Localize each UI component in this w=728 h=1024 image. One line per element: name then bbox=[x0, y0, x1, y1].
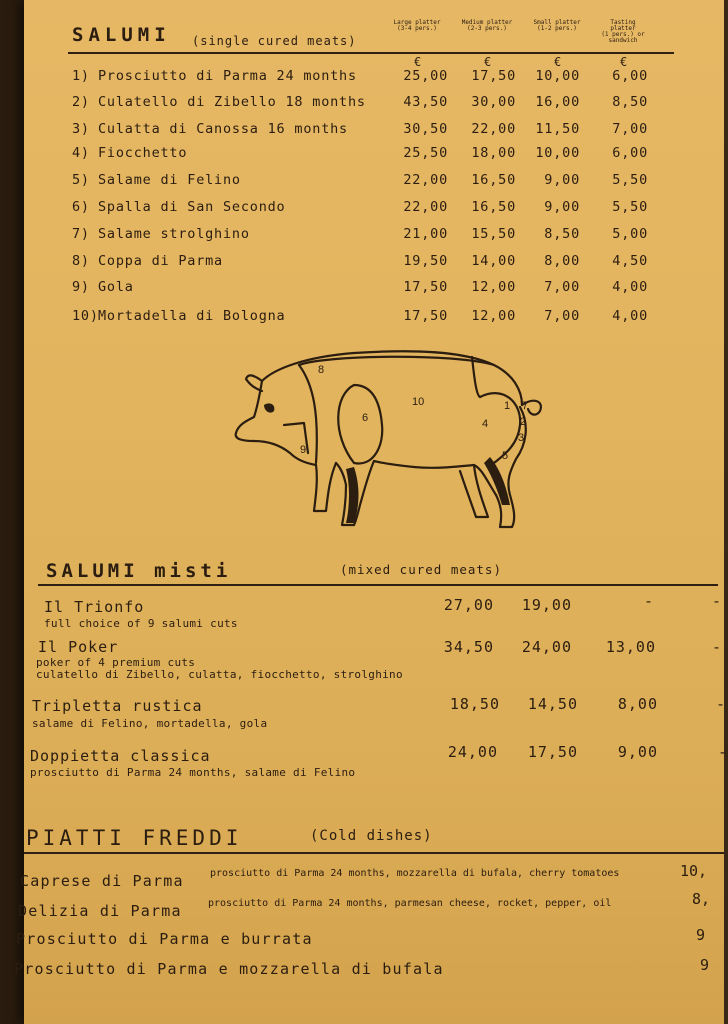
col-tasting-label: Tasting platter bbox=[610, 19, 636, 32]
salumi-title: SALUMI bbox=[72, 24, 171, 46]
freddi-item-name: Delizia di Parma bbox=[18, 902, 182, 920]
item-number: 6) bbox=[72, 199, 90, 215]
misti-price-tasting: - bbox=[715, 695, 726, 713]
price-medium: 15,50 bbox=[471, 226, 516, 242]
price-medium: 16,50 bbox=[471, 199, 516, 215]
misti-item-name: Tripletta rustica bbox=[32, 697, 203, 715]
item-name: Salame strolghino bbox=[98, 226, 250, 242]
col-tasting-persons: (1 pers.) or sandwich bbox=[601, 31, 645, 44]
freddi-item-name: Prosciutto di Parma e burrata bbox=[16, 930, 313, 948]
item-number: 5) bbox=[72, 172, 90, 188]
item-name: Gola bbox=[98, 279, 134, 295]
price-large: 19,50 bbox=[403, 253, 448, 269]
col-header-large bbox=[390, 20, 444, 32]
col-small-persons: (1-2 pers.) bbox=[537, 25, 577, 32]
price-tasting: 5,50 bbox=[612, 172, 648, 188]
col-header-tasting bbox=[596, 20, 650, 44]
price-small: 9,00 bbox=[544, 172, 580, 188]
price-small: 16,00 bbox=[535, 94, 580, 110]
item-number: 3) bbox=[72, 121, 90, 137]
price-medium: 14,00 bbox=[471, 253, 516, 269]
price-large: 25,00 bbox=[403, 68, 448, 84]
cut-label-8: 8 bbox=[318, 364, 325, 376]
misti-subtitle: (mixed cured meats) bbox=[340, 562, 502, 577]
misti-price-medium: 14,50 bbox=[527, 695, 578, 713]
price-medium: 12,00 bbox=[471, 279, 516, 295]
misti-item-desc: prosciutto di Parma 24 months, salame di Felino bbox=[30, 766, 356, 779]
cut-label-1: 1 bbox=[504, 400, 511, 412]
cut-line-shoulder bbox=[338, 385, 382, 463]
col-small-label: Small platter bbox=[533, 19, 581, 26]
freddi-item-price: 8, bbox=[692, 890, 711, 908]
price-medium: 12,00 bbox=[471, 308, 516, 324]
item-name: Culatello di Zibello 18 months bbox=[98, 94, 366, 110]
price-large: 21,00 bbox=[403, 226, 448, 242]
price-tasting: 8,50 bbox=[612, 94, 648, 110]
misti-price-tasting: - bbox=[717, 743, 728, 761]
freddi-item-name: Prosciutto di Parma e mozzarella di bufala bbox=[14, 960, 444, 978]
cut-line-back bbox=[299, 357, 494, 365]
misti-item-desc: poker of 4 premium cuts bbox=[36, 656, 196, 669]
cut-label-7: 7 bbox=[522, 400, 529, 412]
price-large: 22,00 bbox=[403, 172, 448, 188]
misti-item-name: Doppietta classica bbox=[30, 747, 211, 765]
salumi-row bbox=[72, 121, 712, 147]
price-small: 8,00 bbox=[544, 253, 580, 269]
euro-sign-small: € bbox=[554, 55, 562, 69]
price-small: 10,00 bbox=[535, 145, 580, 161]
misti-price-medium: 17,50 bbox=[527, 743, 578, 761]
pig-inner-front-leg bbox=[314, 463, 336, 511]
col-medium-persons: (2-3 pers.) bbox=[467, 25, 507, 32]
price-tasting: 5,50 bbox=[612, 199, 648, 215]
price-medium: 17,50 bbox=[471, 68, 516, 84]
euro-sign-large: € bbox=[414, 55, 422, 69]
salumi-row bbox=[72, 253, 712, 279]
price-tasting: 4,00 bbox=[612, 308, 648, 324]
misti-price-small: 13,00 bbox=[605, 638, 656, 656]
salumi-row bbox=[72, 172, 712, 198]
salumi-row bbox=[72, 226, 712, 252]
cut-label-5: 5 bbox=[502, 450, 509, 462]
misti-price-small: 8,00 bbox=[617, 695, 658, 713]
price-medium: 30,00 bbox=[471, 94, 516, 110]
salumi-row bbox=[72, 145, 712, 171]
item-name: Prosciutto di Parma 24 months bbox=[98, 68, 357, 84]
item-name: Salame di Felino bbox=[98, 172, 241, 188]
misti-item-desc-2: culatello di Zibello, culatta, fiocchetto, strolghino bbox=[36, 668, 403, 681]
misti-price-small: - bbox=[643, 592, 654, 610]
freddi-item bbox=[16, 928, 724, 954]
price-large: 25,50 bbox=[403, 145, 448, 161]
item-name: Culatta di Canossa 16 months bbox=[98, 121, 348, 137]
price-large: 17,50 bbox=[403, 279, 448, 295]
misti-item-name: Il Poker bbox=[38, 638, 119, 656]
misti-title: SALUMI misti bbox=[46, 560, 232, 582]
item-name: Coppa di Parma bbox=[98, 253, 223, 269]
freddi-title: PIATTI FREDDI bbox=[26, 826, 243, 850]
misti-item-desc: full choice of 9 salumi cuts bbox=[44, 617, 238, 630]
euro-sign-tasting: € bbox=[620, 55, 628, 69]
freddi-item-name: Caprese di Parma bbox=[20, 872, 184, 890]
misti-price-large: 24,00 bbox=[447, 743, 498, 761]
salumi-header-rule bbox=[68, 52, 674, 54]
salumi-subtitle: (single cured meats) bbox=[192, 34, 357, 48]
pig-cuts-diagram bbox=[204, 345, 544, 540]
freddi-item-desc: prosciutto di Parma 24 months, parmesan cheese, rocket, pepper, oil bbox=[208, 898, 612, 909]
misti-header-rule bbox=[38, 584, 718, 586]
freddi-item-desc: prosciutto di Parma 24 months, mozzarella di bufala, cherry tomatoes bbox=[210, 868, 620, 879]
price-large: 17,50 bbox=[403, 308, 448, 324]
cut-label-10: 10 bbox=[412, 396, 425, 408]
salumi-row bbox=[72, 308, 712, 334]
item-name: Mortadella di Bologna bbox=[98, 308, 286, 324]
freddi-item bbox=[14, 958, 724, 984]
pig-eye-shade bbox=[264, 403, 274, 412]
price-large: 43,50 bbox=[403, 94, 448, 110]
price-medium: 16,50 bbox=[471, 172, 516, 188]
cut-line-loin bbox=[472, 357, 480, 397]
salumi-row bbox=[72, 68, 712, 94]
item-number: 1) bbox=[72, 68, 90, 84]
price-medium: 18,00 bbox=[471, 145, 516, 161]
col-header-small bbox=[530, 20, 584, 32]
price-small: 11,50 bbox=[535, 121, 580, 137]
misti-item-name: Il Trionfo bbox=[44, 598, 145, 616]
freddi-item bbox=[20, 862, 724, 894]
salumi-row bbox=[72, 94, 712, 120]
pig-inner-hind-leg bbox=[460, 465, 488, 517]
misti-price-medium: 19,00 bbox=[521, 596, 572, 614]
price-tasting: 6,00 bbox=[612, 68, 648, 84]
cut-label-9: 9 bbox=[300, 444, 307, 456]
price-medium: 22,00 bbox=[471, 121, 516, 137]
item-number: 10) bbox=[72, 308, 99, 324]
price-small: 7,00 bbox=[544, 279, 580, 295]
item-number: 2) bbox=[72, 94, 90, 110]
misti-price-tasting: - bbox=[711, 592, 722, 610]
salumi-row bbox=[72, 279, 712, 305]
misti-price-large: 27,00 bbox=[443, 596, 494, 614]
freddi-item-price: 10, bbox=[680, 862, 708, 880]
cut-label-2: 2 bbox=[520, 416, 527, 428]
misti-price-medium: 24,00 bbox=[521, 638, 572, 656]
misti-item bbox=[30, 743, 728, 783]
col-large-persons: (3-4 pers.) bbox=[397, 25, 437, 32]
euro-sign-medium: € bbox=[484, 55, 492, 69]
cut-label-4: 4 bbox=[482, 418, 489, 430]
pig-back-line bbox=[262, 351, 522, 405]
item-number: 7) bbox=[72, 226, 90, 242]
misti-item bbox=[44, 592, 724, 634]
misti-item bbox=[36, 638, 726, 684]
freddi-item bbox=[18, 890, 724, 924]
salumi-row bbox=[72, 199, 712, 225]
price-small: 8,50 bbox=[544, 226, 580, 242]
misti-price-large: 34,50 bbox=[443, 638, 494, 656]
item-number: 9) bbox=[72, 279, 90, 295]
price-large: 30,50 bbox=[403, 121, 448, 137]
item-name: Spalla di San Secondo bbox=[98, 199, 286, 215]
item-name: Fiocchetto bbox=[98, 145, 188, 161]
item-number: 8) bbox=[72, 253, 90, 269]
price-large: 22,00 bbox=[403, 199, 448, 215]
pig-belly bbox=[374, 461, 496, 495]
cut-label-3: 3 bbox=[518, 432, 525, 444]
col-header-medium bbox=[460, 20, 514, 32]
price-small: 9,00 bbox=[544, 199, 580, 215]
item-number: 4) bbox=[72, 145, 90, 161]
misti-price-tasting: - bbox=[711, 638, 722, 656]
misti-price-small: 9,00 bbox=[617, 743, 658, 761]
freddi-item-price: 9 bbox=[700, 956, 710, 974]
misti-item bbox=[32, 697, 726, 733]
col-medium-label: Medium platter bbox=[461, 19, 513, 26]
misti-price-large: 18,50 bbox=[449, 695, 500, 713]
price-tasting: 7,00 bbox=[612, 121, 648, 137]
price-tasting: 4,50 bbox=[612, 253, 648, 269]
freddi-item-price: 9 bbox=[696, 926, 706, 944]
freddi-header-rule bbox=[24, 852, 724, 854]
misti-item-desc: salame di Felino, mortadella, gola bbox=[32, 717, 268, 730]
price-tasting: 5,00 bbox=[612, 226, 648, 242]
menu-page bbox=[14, 0, 728, 1024]
price-tasting: 6,00 bbox=[612, 145, 648, 161]
freddi-subtitle: (Cold dishes) bbox=[310, 828, 433, 844]
price-small: 10,00 bbox=[535, 68, 580, 84]
col-large-label: Large platter bbox=[393, 19, 441, 26]
price-small: 7,00 bbox=[544, 308, 580, 324]
cut-label-6: 6 bbox=[362, 412, 369, 424]
price-tasting: 4,00 bbox=[612, 279, 648, 295]
